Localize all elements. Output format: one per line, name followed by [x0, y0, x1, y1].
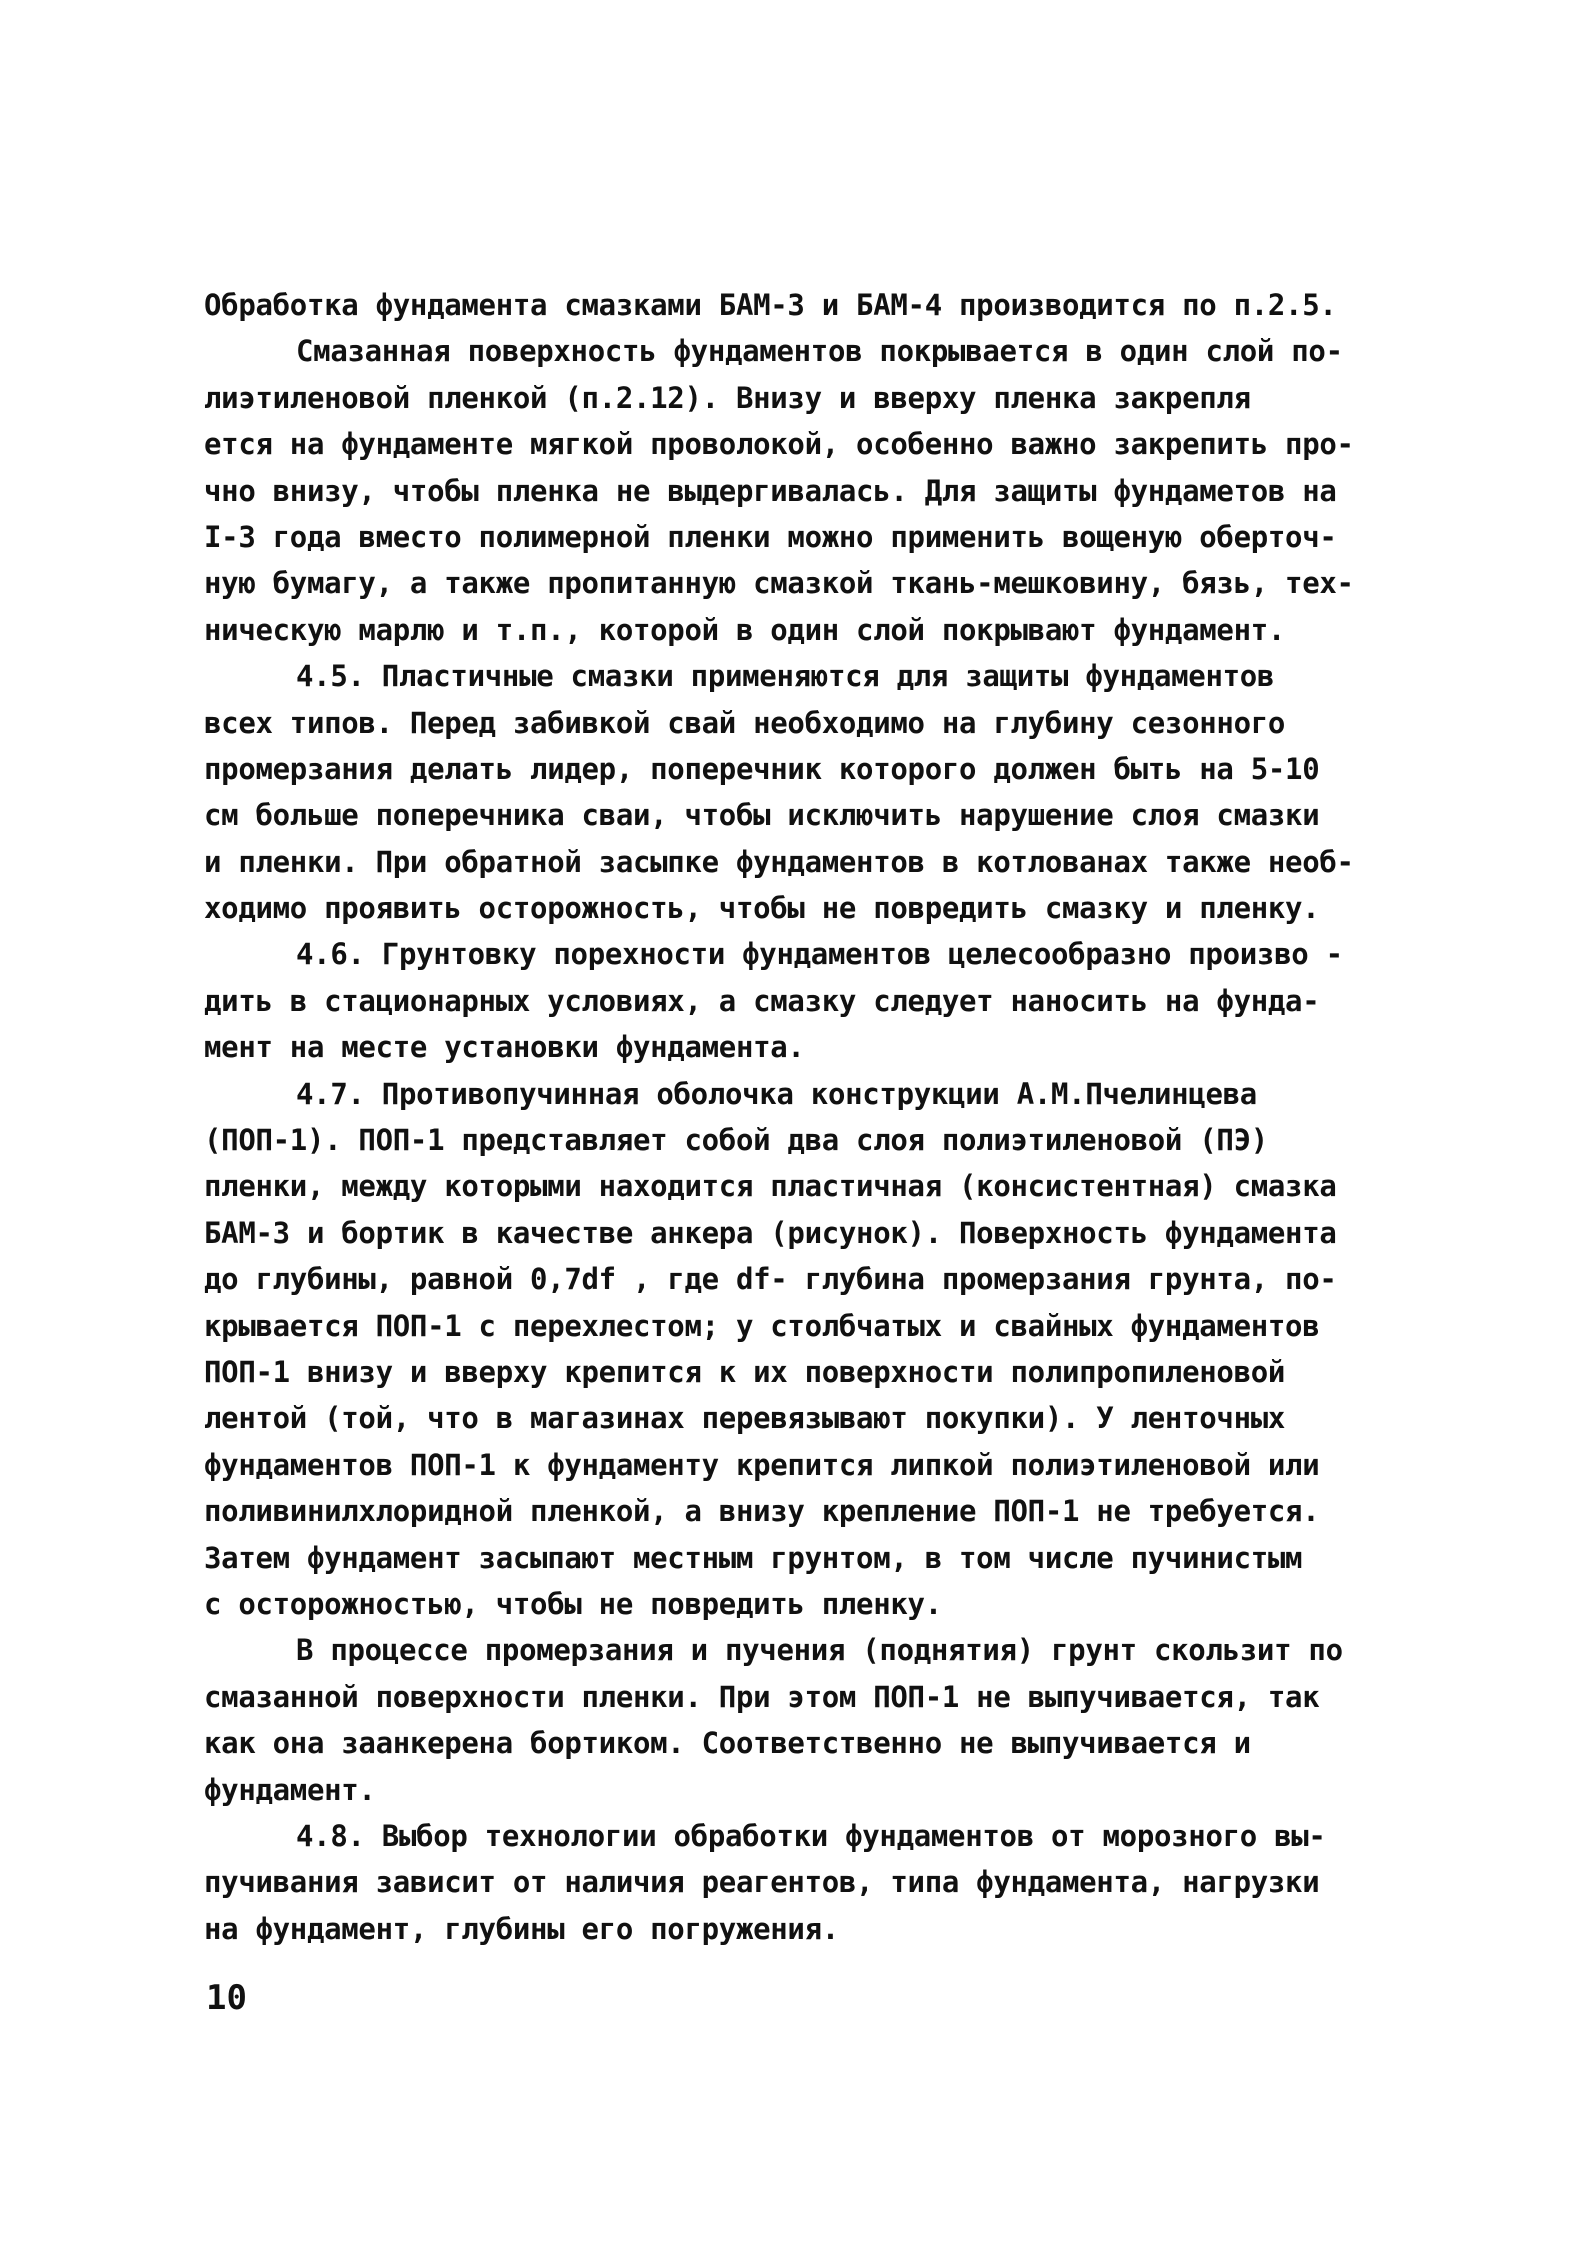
text-line: чно внизу, чтобы пленка не выдергивалась. Для защиты фундаметов на [204, 473, 1337, 508]
text-line: фундаментов ПОП-1 к фундаменту крепится липкой полиэтиленовой или [204, 1447, 1320, 1482]
text-line: I-3 года вместо полимерной пленки можно применить вощеную оберточ- [204, 519, 1337, 554]
body-text [204, 282, 1434, 1952]
text-line: мент на месте установки фундамента. [204, 1030, 805, 1065]
text-line: промерзания делать лидер, поперечник которого должен быть на 5-10 [204, 751, 1320, 786]
text-line: крывается ПОП-1 с перехлестом; у столбчатых и свайных фундаментов [204, 1308, 1320, 1343]
text-line: 4.7. Противопучинная оболочка конструкции А.М.Пчелинцева [296, 1076, 1257, 1111]
text-line: с осторожностью, чтобы не повредить пленку. [204, 1586, 942, 1621]
text-line: ную бумагу, а также пропитанную смазкой ткань-мешковину, бязь, тех- [204, 566, 1354, 601]
text-line: ПОП-1 внизу и вверху крепится к их поверхности полипропиленовой [204, 1354, 1286, 1389]
text-line: пучивания зависит от наличия реагентов, типа фундамента, нагрузки [204, 1865, 1320, 1900]
text-line: (ПОП-1). ПОП-1 представляет собой два слоя полиэтиленовой (ПЭ) [204, 1123, 1268, 1158]
text-line: 4.8. Выбор технологии обработки фундаментов от морозного вы- [296, 1818, 1326, 1853]
text-line: ходимо проявить осторожность, чтобы не повредить смазку и пленку. [204, 891, 1320, 926]
text-line: В процессе промерзания и пучения (поднятия) грунт скользит по [296, 1633, 1343, 1668]
text-line: и пленки. При обратной засыпке фундаментов в котлованах также необ- [204, 844, 1354, 879]
text-line: лиэтиленовой пленкой (п.2.12). Внизу и вверху пленка закрепля [204, 380, 1251, 415]
text-line: дить в стационарных условиях, а смазку следует наносить на фунда- [204, 983, 1320, 1018]
text-line: БАМ-3 и бортик в качестве анкера (рисунок). Поверхность фундамента [204, 1215, 1337, 1250]
page-number: 10 [206, 1978, 247, 2018]
text-line: до глубины, равной 0,7df , где df- глубина промерзания грунта, по- [204, 1262, 1337, 1297]
text-line: фундамент. [204, 1772, 376, 1807]
text-line: см больше поперечника сваи, чтобы исключить нарушение слоя смазки [204, 798, 1320, 833]
text-line: 4.5. Пластичные смазки применяются для защиты фундаментов [296, 659, 1275, 694]
text-line: Затем фундамент засыпают местным грунтом, в том числе пучинистым [204, 1540, 1303, 1575]
text-line: лентой (той, что в магазинах перевязывают покупки). У ленточных [204, 1401, 1286, 1436]
text-line: Обработка фундамента смазками БАМ-3 и БАМ-4 производится по п.2.5. [204, 288, 1337, 322]
text-line: на фундамент, глубины его погружения. [204, 1911, 839, 1946]
text-line: Смазанная поверхность фундаментов покрывается в один слой по- [296, 334, 1343, 369]
text-line: всех типов. Перед забивкой свай необходимо на глубину сезонного [204, 705, 1286, 740]
text-line: как она заанкерена бортиком. Соответственно не выпучивается и [204, 1726, 1251, 1761]
text-line: смазанной поверхности пленки. При этом ПОП-1 не выпучивается, так [204, 1679, 1320, 1714]
text-line: ническую марлю и т.п., которой в один слой покрывают фундамент. [204, 612, 1286, 647]
text-line: поливинилхлоридной пленкой, а внизу крепление ПОП-1 не требуется. [204, 1494, 1320, 1529]
text-line: пленки, между которыми находится пластичная (консистентная) смазка [204, 1169, 1337, 1204]
text-line: 4.6. Грунтовку порехности фундаментов целесообразно произво - [296, 937, 1343, 972]
text-line: ется на фундаменте мягкой проволокой, особенно важно закрепить про- [204, 427, 1354, 462]
